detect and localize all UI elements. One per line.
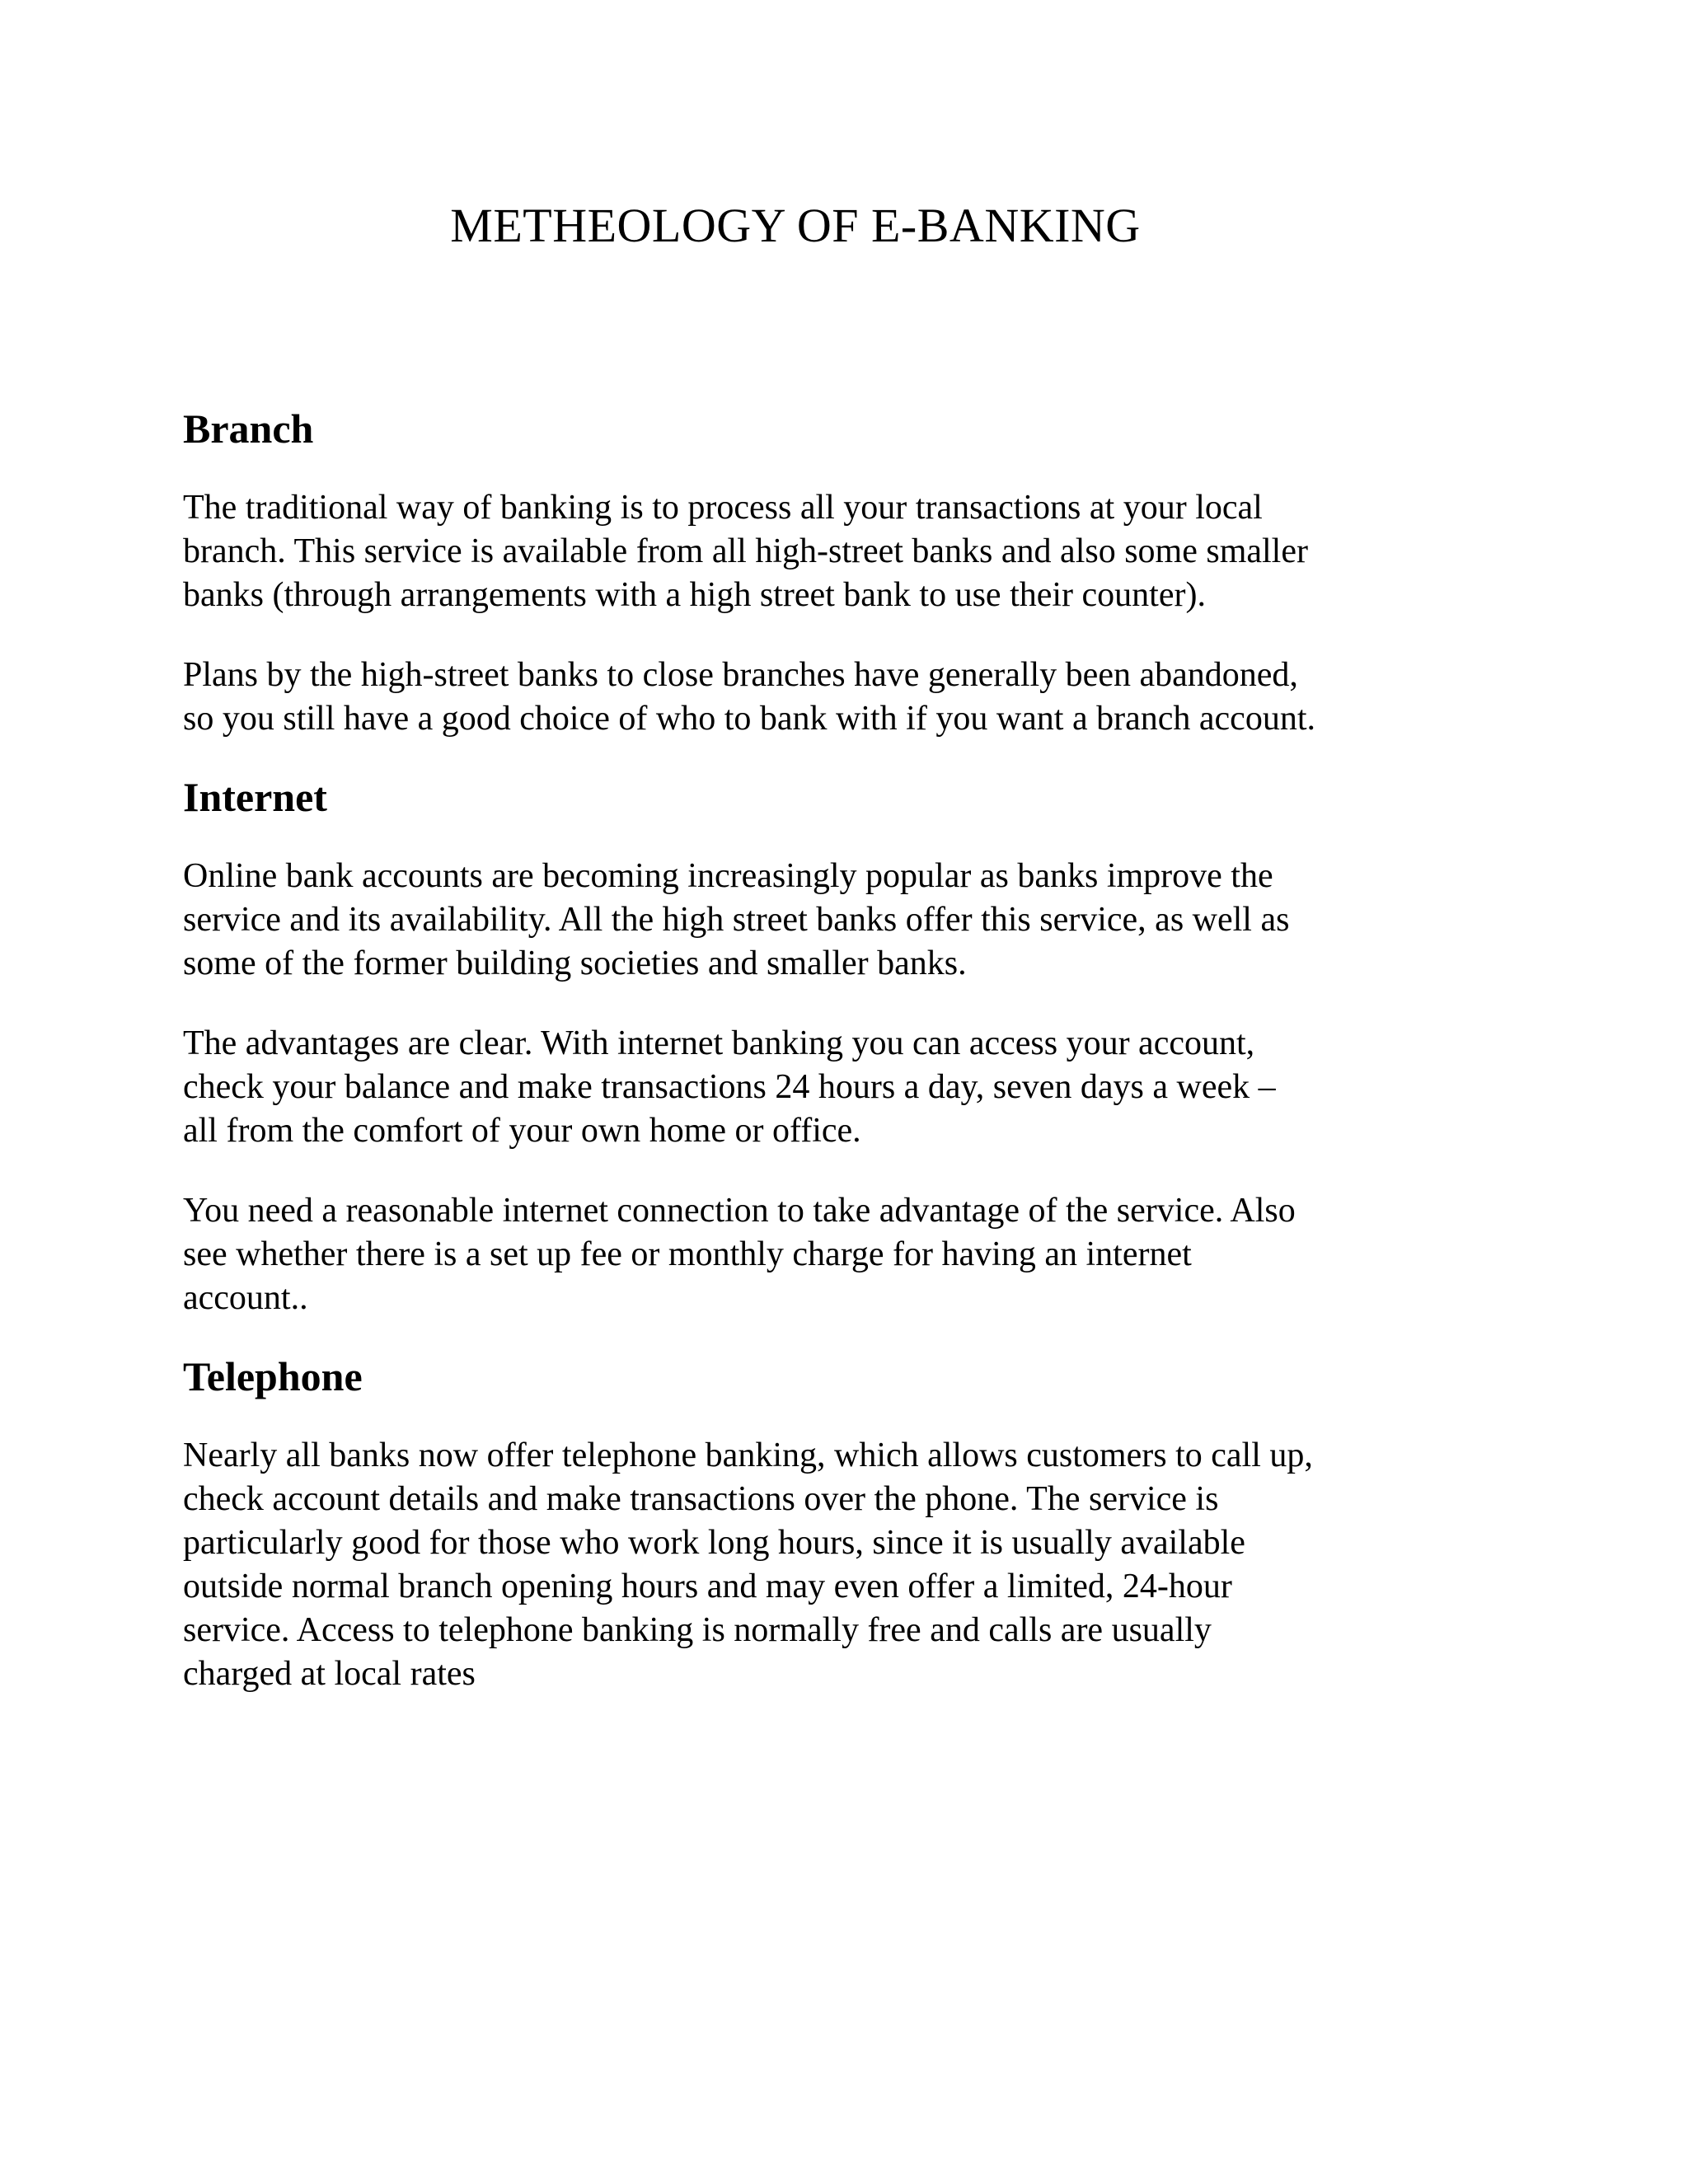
paragraph: Plans by the high-street banks to close branches have generally been abandoned, so you still have a good choice of who to bank with if you want a branch account. <box>183 656 1315 738</box>
section-internet <box>183 772 1485 1320</box>
section-heading: Internet <box>183 774 327 820</box>
paragraph: The advantages are clear. With internet banking you can access your account, check your balance and make transactions 24 hours a day, seven days a week – all from the comfort of your own home or office. <box>183 1024 1276 1150</box>
section-branch <box>183 404 1485 741</box>
paragraph: The traditional way of banking is to process all your transactions at your local branch. This service is available from all high-street banks and also some smaller banks (through arrangements with a high street bank to use their counter). <box>183 489 1308 614</box>
paragraph: You need a reasonable internet connection to take advantage of the service. Also see whether there is a set up fee or monthly charge for having an internet account.. <box>183 1192 1296 1317</box>
section-heading: Telephone <box>183 1353 363 1399</box>
section-heading: Branch <box>183 405 314 452</box>
section-telephone <box>183 1352 1485 1696</box>
document-body <box>183 404 1485 1732</box>
paragraph: Nearly all banks now offer telephone banking, which allows customers to call up, check account details and make transactions over the phone. The service is particularly good for those who work long hours, since it is usually available outside normal branch opening hours and may even offer a limited, 24-hour service. Access to telephone banking is normally free and calls are usually charged at local rates <box>183 1436 1313 1693</box>
document-title: METHEOLOGY OF E-BANKING <box>450 199 1141 252</box>
paragraph: Online bank accounts are becoming increasingly popular as banks improve the service and its availability. All the high street banks offer this service, as well as some of the former building societies and smaller banks. <box>183 857 1290 982</box>
